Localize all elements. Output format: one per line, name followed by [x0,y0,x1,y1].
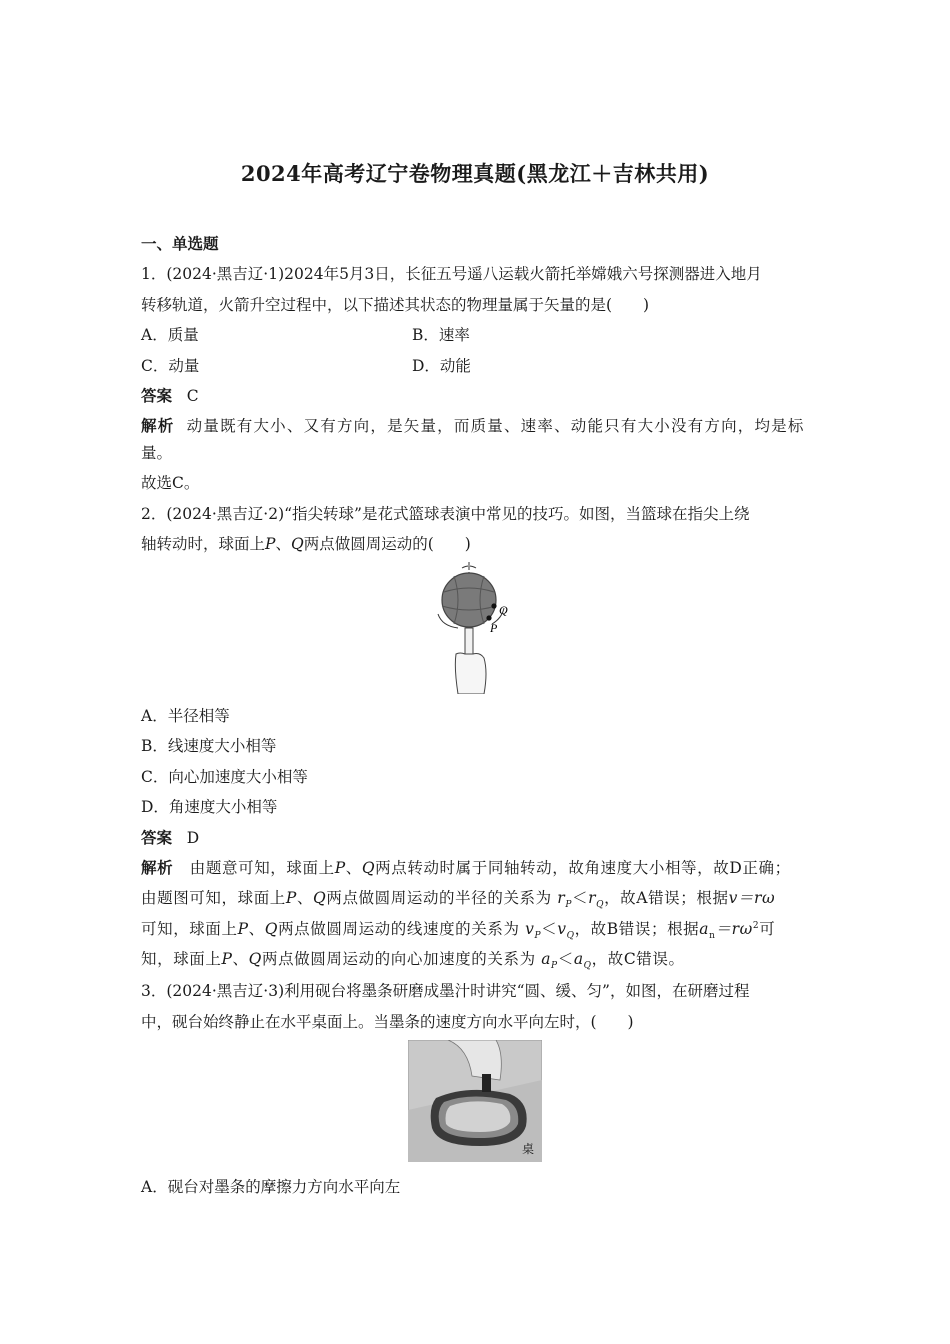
q1-stem-line2: 转移轨道，火箭升空过程中，以下描述其状态的物理量属于矢量的是( ) [141,296,650,314]
q1-analysis-line1 [141,414,805,436]
q2-analysis-line4: 知，球面上P、Q两点做圆周运动的向心加速度的关系为 $a_P<a_Q$，故C错误。 [141,950,685,972]
q1-option-a: A．质量 [141,326,199,344]
q1-analysis-line3: 故选C。 [141,474,200,492]
q2-analysis-line3: 可知，球面上P、Q两点做圆周运动的线速度的关系为 $v_P<v_Q$，故B错误；根据$a_n=r\omega^2$可 [141,920,776,942]
q2-option-c: C．向心加速度大小相等 [141,768,308,786]
q3-option-a: A．砚台对墨条的摩擦力方向水平向左 [141,1178,401,1196]
q1-option-c: C．动量 [141,357,200,375]
q2-stem-line2: 轴转动时，球面上P、Q两点做圆周运动的( ) [141,535,471,553]
q2-option-a: A．半径相等 [141,707,230,725]
q2-analysis-line2: 由题图可知，球面上P、Q两点做圆周运动的半径的关系为 $r_P<r_Q$，故A错误；根据v＝rω [141,889,776,911]
q3-stem-line1: 3．(2024·黑吉辽·3)利用砚台将墨条研磨成墨汁时讲究“圆、缓、匀”，如图，在研磨过程 [141,982,750,1000]
inkstone-photo-figure [408,1040,542,1162]
answer-value: C [186,387,199,405]
q1-stem-line1: 1．(2024·黑吉辽·1)2024年5月3日，长征五号遥八运载火箭托举嫦娥六号探测器进入地月 [141,265,762,283]
q1-option-b: B．速率 [412,326,470,344]
page-title: 2024年高考辽宁卷物理真题(黑龙江＋吉林共用) [240,161,710,186]
answer-label: 答案 [141,386,173,405]
q2-stem-line1: 2．(2024·黑吉辽·2)“指尖转球”是花式篮球表演中常见的技巧。如图，当篮球在指尖上绕 [141,505,750,523]
q2-option-d: D．角速度大小相等 [141,798,278,816]
analysis-label: 解析 [141,416,175,435]
q3-stem-line2: 中，砚台始终静止在水平桌面上。当墨条的速度方向水平向左时，( ) [141,1013,634,1031]
figure-label-q: Q [499,603,508,617]
q2-answer: 答案 D [141,828,200,847]
section-heading: 一、单选题 [141,234,219,253]
q1-analysis-line2: 量。 [141,444,173,462]
figure-label-table: 桌 [522,1142,535,1156]
q1-answer [141,384,199,406]
figure-label-p: P [490,621,498,635]
analysis-text: 动量既有大小、又有方向，是矢量，而质量、速率、动能只有大小没有方向，均是标 [186,417,805,435]
q2-option-b: B．线速度大小相等 [141,737,277,755]
q2-analysis-line1: 解析 由题意可知，球面上P、Q两点转动时属于同轴转动，故角速度大小相等，故D正确； [141,858,791,877]
basketball-finger-figure [432,562,522,694]
q1-option-d: D．动能 [412,357,471,375]
